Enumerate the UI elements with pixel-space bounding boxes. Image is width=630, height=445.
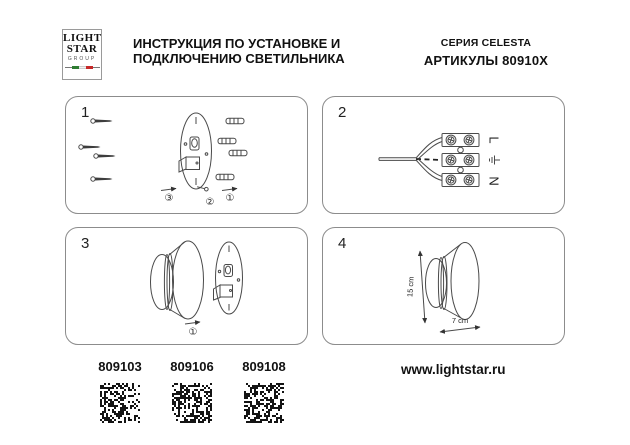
legend-step1 bbox=[185, 322, 200, 338]
step2-wiring-drawing bbox=[323, 97, 566, 215]
power-cable bbox=[379, 138, 442, 181]
qr-code bbox=[244, 383, 284, 423]
panel-step-1 bbox=[65, 96, 308, 214]
panel-step-4 bbox=[322, 227, 565, 345]
step1-drawing bbox=[66, 97, 309, 215]
step-number-1: 1 bbox=[81, 104, 90, 121]
lamp-drawing bbox=[426, 243, 480, 320]
qr-code bbox=[172, 383, 212, 423]
panel-step-3 bbox=[65, 227, 308, 345]
lamp-drawing bbox=[151, 241, 204, 319]
height-dimension bbox=[405, 251, 425, 323]
terminal-block bbox=[442, 134, 479, 187]
title-line-2: ПОДКЛЮЧЕНИЮ СВЕТИЛЬНИКА bbox=[133, 51, 345, 66]
svg-text:15 cm: 15 cm bbox=[405, 276, 416, 298]
logo-word-light: LIGHT bbox=[63, 32, 102, 44]
legend-step1 bbox=[222, 189, 237, 205]
articles-label: АРТИКУЛЫ 80910X bbox=[423, 53, 549, 68]
series-label: СЕРИЯ CELESTA bbox=[440, 37, 532, 49]
svg-text:①: ① bbox=[225, 193, 235, 204]
step4-dimensions-drawing bbox=[323, 228, 566, 346]
svg-text:②: ② bbox=[205, 197, 215, 208]
panel-step-2 bbox=[322, 96, 565, 214]
website-url: www.lightstar.ru bbox=[401, 362, 506, 377]
mounting-plate bbox=[214, 242, 243, 314]
step-number-3: 3 bbox=[81, 235, 90, 252]
width-dimension bbox=[440, 316, 480, 332]
mounting-plate bbox=[181, 113, 212, 189]
article-number: 809103 bbox=[98, 359, 142, 374]
logo-word-group: GROUP bbox=[67, 56, 97, 62]
article-qr-group bbox=[92, 359, 148, 428]
article-number: 809106 bbox=[170, 359, 214, 374]
svg-text:③: ③ bbox=[164, 193, 174, 204]
legend-step3 bbox=[161, 189, 176, 205]
logo-word-star: STAR bbox=[66, 43, 98, 55]
step-number-4: 4 bbox=[338, 235, 347, 252]
article-qr-group bbox=[236, 359, 292, 428]
title-line-1: ИНСТРУКЦИЯ ПО УСТАНОВКЕ И bbox=[133, 36, 341, 51]
svg-text:7 cm: 7 cm bbox=[451, 316, 469, 325]
step3-drawing bbox=[66, 228, 309, 346]
anchor-icon bbox=[216, 118, 247, 180]
lightstar-logo bbox=[62, 29, 102, 80]
article-number: 809108 bbox=[242, 359, 286, 374]
series-block bbox=[405, 37, 567, 68]
earth-ground-icon bbox=[490, 156, 501, 165]
article-qr-group bbox=[164, 359, 220, 428]
svg-text:①: ① bbox=[188, 327, 198, 338]
page-title bbox=[133, 36, 373, 66]
step-number-2: 2 bbox=[338, 104, 347, 121]
terminal-label-neutral: N bbox=[486, 176, 502, 186]
terminal-label-line: L bbox=[486, 136, 502, 144]
screw-icon bbox=[79, 119, 116, 181]
qr-code bbox=[100, 383, 140, 423]
italian-flag-stripe bbox=[63, 65, 101, 69]
